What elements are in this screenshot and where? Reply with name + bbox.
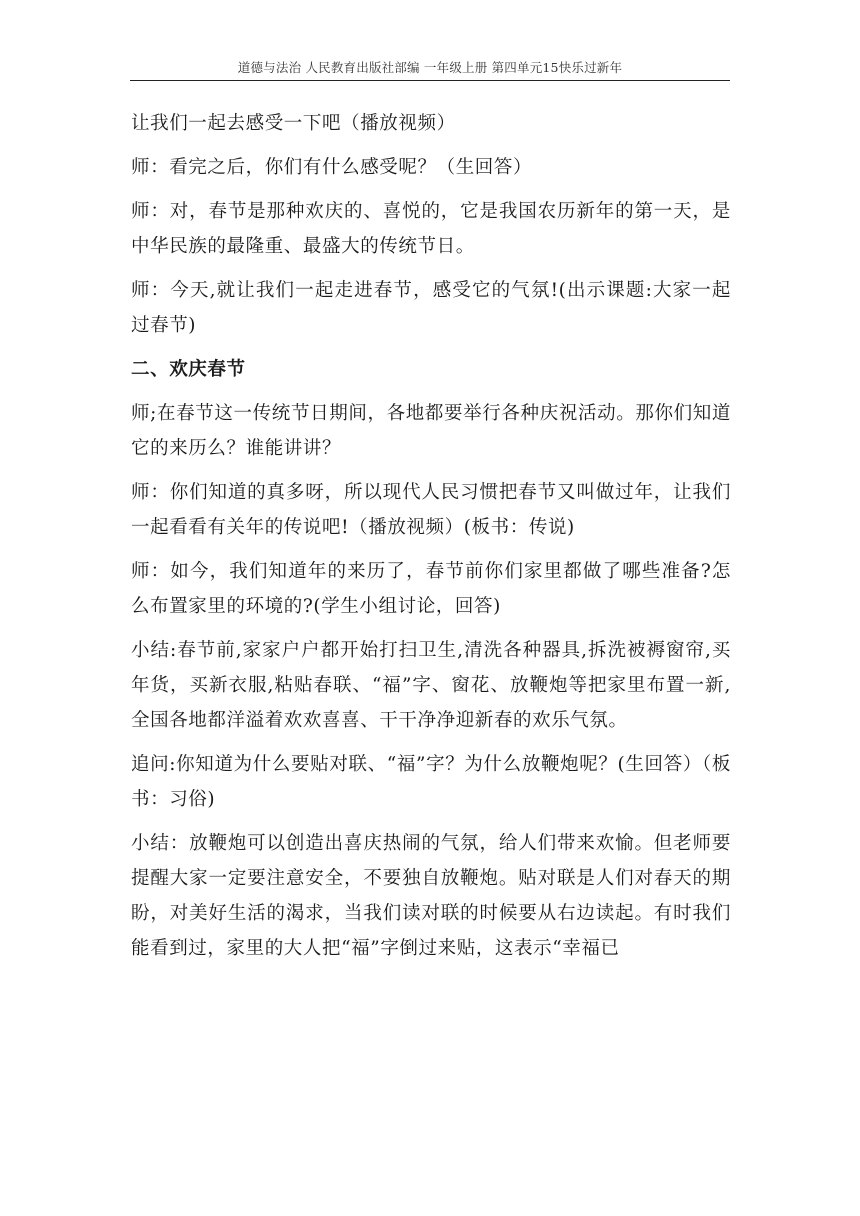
paragraph: 师：你们知道的真多呀，所以现代人民习惯把春节又叫做过年，让我们一起看看有关年的传说吧!（播放视频）(板书：传说) bbox=[131, 482, 731, 538]
paragraph: 师：如今，我们知道年的来历了，春节前你们家里都做了哪些准备?怎么布置家里的环境的?(学生小组讨论，回答) bbox=[131, 561, 731, 617]
page-header: 道德与法治 人民教育出版社部编 一年级上册 第四单元15快乐过新年 bbox=[130, 58, 730, 81]
follow-up-question: 追问:你知道为什么要贴对联、“福”字？为什么放鞭炮呢？(生回答）（板书：习俗) bbox=[131, 754, 731, 810]
paragraph: 师：今天,就让我们一起走进春节，感受它的气氛!(出示课题:大家一起过春节) bbox=[131, 280, 731, 336]
paragraph: 师;在春节这一传统节日期间，各地都要举行各种庆祝活动。那你们知道它的来历么？谁能讲讲？ bbox=[131, 403, 731, 459]
paragraph: 师：看完之后，你们有什么感受呢？（生回答） bbox=[131, 157, 533, 178]
section-heading: 二、欢庆春节 bbox=[131, 359, 246, 380]
paragraph: 让我们一起去感受一下吧（播放视频） bbox=[131, 113, 456, 134]
document-body bbox=[131, 106, 731, 975]
paragraph: 师：对，春节是那种欢庆的、喜悦的，它是我国农历新年的第一天，是中华民族的最隆重、最盛大的传统节日。 bbox=[131, 201, 731, 257]
summary-paragraph: 小结:春节前,家家户户都开始打扫卫生,清洗各种器具,拆洗被褥窗帘,买年货，买新衣服,粘贴春联、“福”字、窗花、放鞭炮等把家里布置一新,全国各地都洋溢着欢欢喜喜、干干净净迎新春的欢乐气氛。 bbox=[131, 640, 731, 731]
summary-paragraph: 小结：放鞭炮可以创造出喜庆热闹的气氛，给人们带来欢愉。但老师要提醒大家一定要注意安全，不要独自放鞭炮。贴对联是人们对春天的期盼，对美好生活的渴求，当我们读对联的时候要从右边读起。有时我们能看到过，家里的大人把“福”字倒过来贴，这表示“幸福已 bbox=[131, 833, 731, 959]
